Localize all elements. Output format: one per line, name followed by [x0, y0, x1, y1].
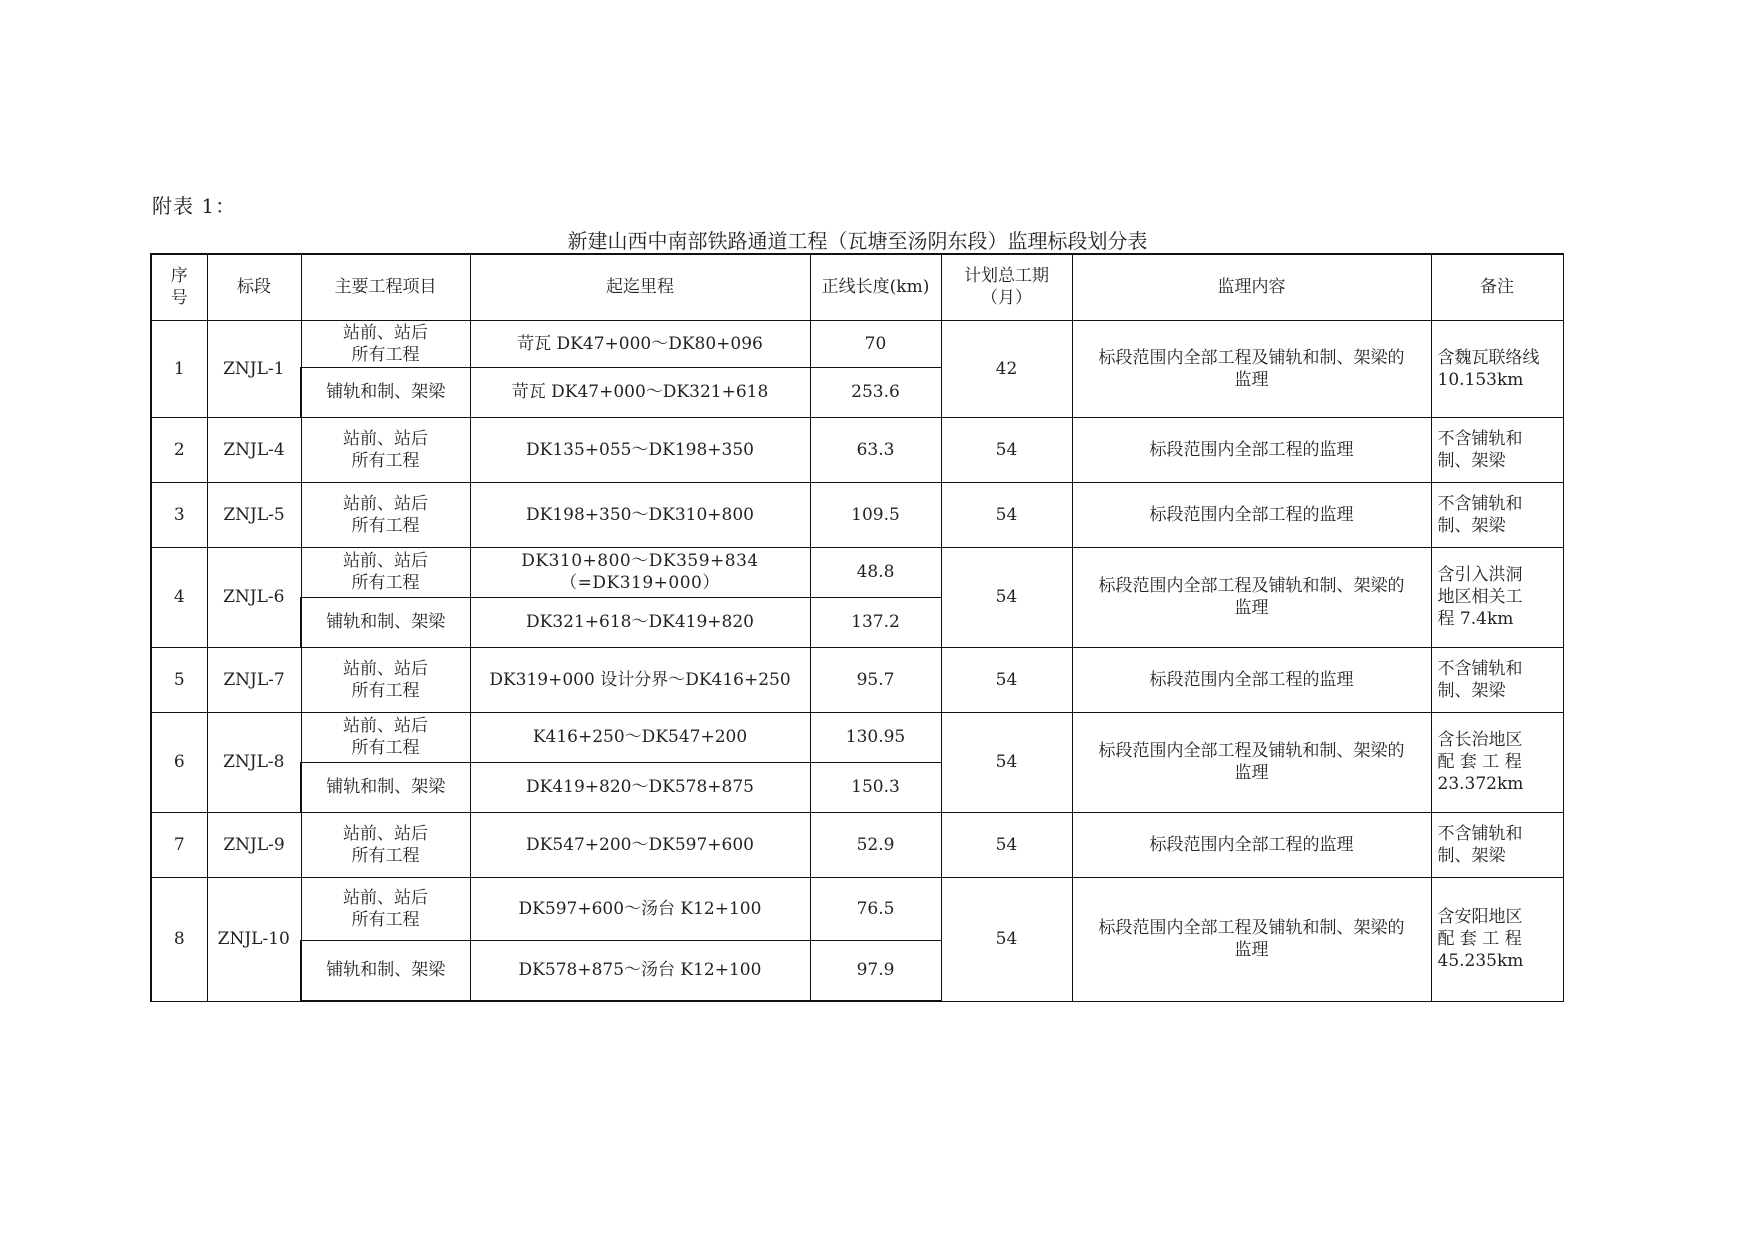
cell-content: 标段范围内全部工程及铺轨和制、架梁的 监理	[1072, 320, 1431, 417]
cell-length: 137.2	[810, 597, 941, 647]
table-row	[151, 482, 1563, 547]
cell-length: 63.3	[810, 417, 941, 482]
cell-period: 54	[941, 547, 1072, 647]
cell-mileage: K416+250～DK547+200	[470, 712, 810, 762]
cell-project: 铺轨和制、架梁	[301, 762, 470, 812]
cell-remark: 不含铺轨和 制、架梁	[1431, 647, 1563, 712]
table-row	[151, 877, 1563, 940]
cell-mileage: DK597+600～汤台 K12+100	[470, 877, 810, 940]
cell-length: 150.3	[810, 762, 941, 812]
table-row	[151, 812, 1563, 877]
cell-seq: 2	[151, 417, 207, 482]
header-content: 监理内容	[1072, 254, 1431, 320]
table-row	[151, 547, 1563, 597]
table-row	[151, 712, 1563, 762]
cell-mileage: DK321+618～DK419+820	[470, 597, 810, 647]
cell-remark: 不含铺轨和 制、架梁	[1431, 482, 1563, 547]
cell-section: ZNJL-1	[207, 320, 301, 417]
cell-seq: 5	[151, 647, 207, 712]
header-row	[151, 254, 1563, 320]
cell-mileage: DK547+200～DK597+600	[470, 812, 810, 877]
cell-remark: 含长治地区 配 套 工 程 23.372km	[1431, 712, 1563, 812]
cell-project: 铺轨和制、架梁	[301, 597, 470, 647]
cell-content: 标段范围内全部工程及铺轨和制、架梁的 监理	[1072, 712, 1431, 812]
cell-mileage: DK310+800～DK359+834（=DK319+000）	[470, 547, 810, 597]
header-length: 正线长度(km)	[810, 254, 941, 320]
cell-seq: 1	[151, 320, 207, 417]
cell-project: 站前、站后 所有工程	[301, 547, 470, 597]
cell-remark: 不含铺轨和 制、架梁	[1431, 812, 1563, 877]
cell-project: 站前、站后 所有工程	[301, 812, 470, 877]
cell-length: 109.5	[810, 482, 941, 547]
cell-mileage: DK319+000 设计分界～DK416+250	[470, 647, 810, 712]
cell-mileage: DK198+350～DK310+800	[470, 482, 810, 547]
cell-remark: 含安阳地区 配 套 工 程 45.235km	[1431, 877, 1563, 1001]
cell-period: 54	[941, 647, 1072, 712]
cell-period: 54	[941, 877, 1072, 1001]
cell-project: 站前、站后 所有工程	[301, 712, 470, 762]
cell-section: ZNJL-8	[207, 712, 301, 812]
cell-mileage: 苛瓦 DK47+000～DK80+096	[470, 320, 810, 367]
cell-project: 站前、站后 所有工程	[301, 482, 470, 547]
cell-seq: 4	[151, 547, 207, 647]
cell-project: 铺轨和制、架梁	[301, 940, 470, 1001]
cell-length: 70	[810, 320, 941, 367]
cell-remark: 含魏瓦联络线 10.153km	[1431, 320, 1563, 417]
cell-section: ZNJL-7	[207, 647, 301, 712]
cell-content: 标段范围内全部工程及铺轨和制、架梁的 监理	[1072, 547, 1431, 647]
cell-remark: 含引入洪洞 地区相关工 程 7.4km	[1431, 547, 1563, 647]
cell-project: 铺轨和制、架梁	[301, 367, 470, 417]
table-row	[151, 417, 1563, 482]
cell-project: 站前、站后 所有工程	[301, 647, 470, 712]
header-period: 计划总工期 （月）	[941, 254, 1072, 320]
supervision-section-table	[150, 253, 1564, 1002]
cell-period: 54	[941, 417, 1072, 482]
cell-mileage: DK419+820～DK578+875	[470, 762, 810, 812]
cell-content: 标段范围内全部工程的监理	[1072, 812, 1431, 877]
cell-period: 54	[941, 812, 1072, 877]
cell-mileage: DK578+875～汤台 K12+100	[470, 940, 810, 1001]
cell-content: 标段范围内全部工程的监理	[1072, 482, 1431, 547]
header-seq: 序 号	[151, 254, 207, 320]
cell-section: ZNJL-4	[207, 417, 301, 482]
cell-period: 42	[941, 320, 1072, 417]
cell-mileage: 苛瓦 DK47+000～DK321+618	[470, 367, 810, 417]
header-project: 主要工程项目	[301, 254, 470, 320]
cell-seq: 6	[151, 712, 207, 812]
cell-remark: 不含铺轨和 制、架梁	[1431, 417, 1563, 482]
cell-length: 253.6	[810, 367, 941, 417]
cell-seq: 8	[151, 877, 207, 1001]
cell-content: 标段范围内全部工程的监理	[1072, 417, 1431, 482]
cell-project: 站前、站后 所有工程	[301, 877, 470, 940]
cell-length: 76.5	[810, 877, 941, 940]
cell-content: 标段范围内全部工程及铺轨和制、架梁的 监理	[1072, 877, 1431, 1001]
appendix-label: 附表 1：	[152, 194, 237, 218]
table-title: 新建山西中南部铁路通道工程（瓦塘至汤阴东段）监理标段划分表	[567, 229, 1148, 253]
header-section: 标段	[207, 254, 301, 320]
cell-length: 52.9	[810, 812, 941, 877]
cell-section: ZNJL-10	[207, 877, 301, 1001]
cell-project: 站前、站后 所有工程	[301, 417, 470, 482]
cell-mileage: DK135+055～DK198+350	[470, 417, 810, 482]
header-mileage: 起迄里程	[470, 254, 810, 320]
cell-section: ZNJL-9	[207, 812, 301, 877]
cell-content: 标段范围内全部工程的监理	[1072, 647, 1431, 712]
cell-length: 95.7	[810, 647, 941, 712]
cell-period: 54	[941, 712, 1072, 812]
cell-period: 54	[941, 482, 1072, 547]
table-row	[151, 647, 1563, 712]
table-row	[151, 320, 1563, 367]
cell-length: 130.95	[810, 712, 941, 762]
cell-section: ZNJL-6	[207, 547, 301, 647]
cell-length: 97.9	[810, 940, 941, 1001]
cell-project: 站前、站后 所有工程	[301, 320, 470, 367]
cell-seq: 3	[151, 482, 207, 547]
cell-seq: 7	[151, 812, 207, 877]
cell-section: ZNJL-5	[207, 482, 301, 547]
cell-length: 48.8	[810, 547, 941, 597]
header-remark: 备注	[1431, 254, 1563, 320]
